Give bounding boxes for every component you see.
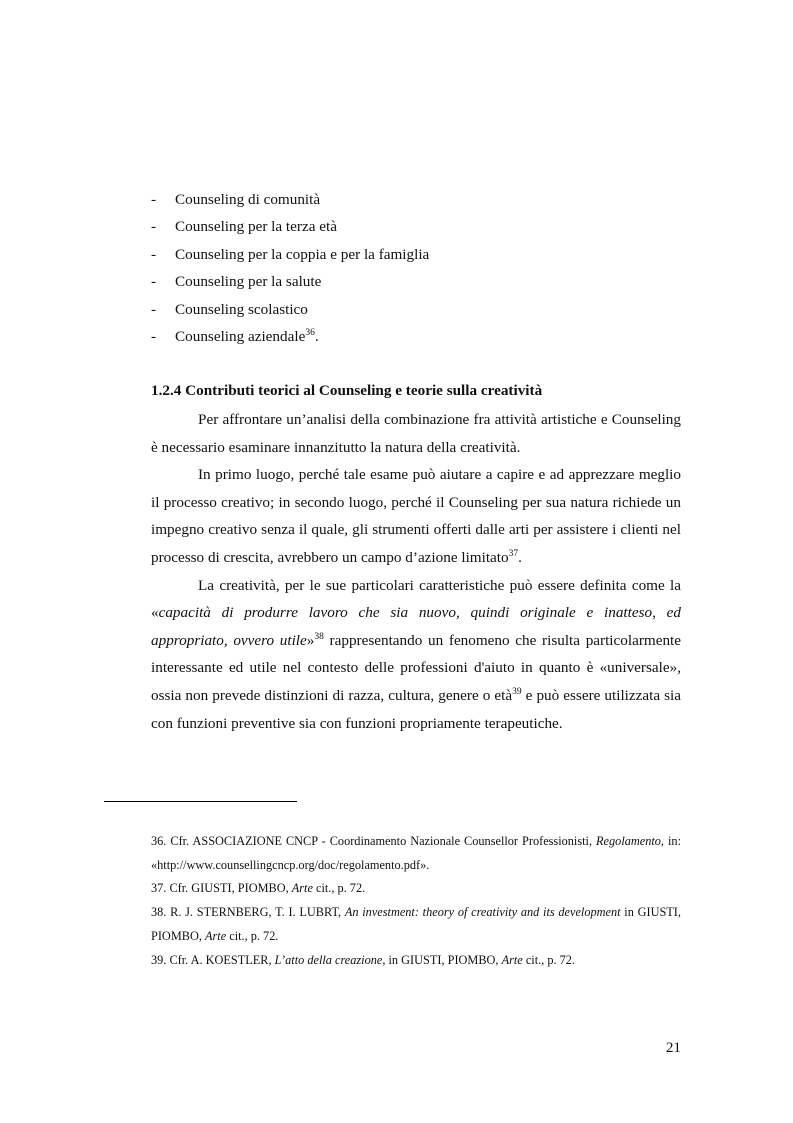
footnotes — [151, 830, 681, 972]
paragraph-2 — [151, 461, 681, 571]
paragraph-3 — [151, 572, 681, 738]
footnote-title: Arte — [291, 881, 313, 896]
creativity-definition-quote: capacità di produrre lavoro che sia nuovo, quindi originale e inatteso, ed appropriato, ovvero utile — [151, 604, 681, 649]
list-item-text: Counseling scolastico — [175, 300, 308, 318]
list-item-text: Counseling aziendale — [175, 327, 306, 345]
footnote-text: 39. Cfr. A. KOESTLER, — [151, 952, 275, 967]
page-number: 21 — [665, 1039, 681, 1056]
list-item-text: Counseling per la coppia e per la famiglia — [175, 245, 430, 263]
list-item — [151, 188, 691, 215]
list-item — [151, 270, 691, 297]
list-dash: - — [151, 191, 157, 208]
footnote-title: An investment: theory of creativity and its development — [344, 905, 621, 920]
footnote-text: cit., p. 72. — [522, 952, 576, 967]
list-dash: - — [151, 327, 157, 345]
list-item-punct: . — [314, 327, 319, 345]
footnote-text: cit., p. 72. — [226, 928, 279, 943]
list-item-text: Counseling per la terza età — [175, 218, 337, 236]
footnote-ref-36: 36 — [305, 327, 315, 338]
footnote-text: 38. R. J. STERNBERG, T. I. LUBRT, — [151, 905, 345, 920]
footnote-ref-38: 38 — [314, 631, 324, 642]
paragraph-3-part-a: La creatività, per le sue particolari caratteristiche può essere definita come la « — [151, 576, 681, 622]
list-item-text: Counseling per la salute — [175, 273, 322, 291]
body-text — [151, 406, 681, 737]
paragraph-3-part-b: » — [306, 631, 315, 649]
list-item — [151, 243, 691, 270]
paragraph-1: Per affrontare un’analisi della combinazione fra attività artistiche e Counseling è necessario esaminare innanzitutto la natura della creatività. — [151, 411, 681, 456]
footnote-ref-39: 39 — [512, 686, 522, 697]
list-dash: - — [151, 218, 157, 236]
list-item-text: Counseling di comunità — [175, 191, 321, 208]
list-item — [151, 298, 691, 325]
footnote-37 — [151, 877, 681, 901]
paragraph-3-part-d: e può essere utilizzata sia con funzioni preventive sia con funzioni propriamente terapeutiche. — [151, 686, 682, 732]
footnote-text: cit., p. 72. — [312, 881, 366, 896]
footnote-38 — [151, 901, 681, 948]
footnote-title: Arte — [204, 928, 227, 943]
footnote-separator — [104, 801, 297, 802]
footnote-title: Arte — [501, 952, 523, 967]
paragraph-2-text: In primo luogo, perché tale esame può aiutare a capire e ad apprezzare meglio il processo creativo; in secondo luogo, perché il Counseling per sua natura richiede un impegno creativo senza il quale, gli strumenti offerti dalle arti per assistere i clienti nel processo di crescita, avrebbero un campo d’azione limitato — [151, 466, 681, 566]
paragraph-3-part-c: rappresentando un fenomeno che risulta particolarmente interessante ed utile nel contesto delle professioni d'aiuto in quanto è «universale», ossia non prevede distinzioni di razza, cultura, genere o età — [151, 631, 681, 704]
list-item — [151, 325, 691, 352]
footnote-ref-37: 37 — [508, 548, 519, 559]
footnote-text: 36. Cfr. ASSOCIAZIONE CNCP - Coordinamento Nazionale Counsellor Professionisti, — [151, 834, 597, 848]
footnote-36 — [151, 830, 681, 877]
footnote-title: L’atto della creazione, — [274, 952, 386, 967]
list-dash: - — [151, 245, 157, 263]
list-dash: - — [151, 273, 157, 291]
footnote-39 — [151, 949, 681, 973]
list-item — [151, 215, 691, 242]
footnote-text: in: «http://www.counsellingcncp.org/doc/regolamento.pdf». — [151, 834, 681, 872]
footnote-text: in GIUSTI, PIOMBO, — [385, 952, 502, 967]
counseling-types-list — [151, 188, 691, 352]
list-dash: - — [151, 300, 157, 318]
footnote-title: Regolamento, — [596, 834, 665, 848]
footnote-text: 37. Cfr. GIUSTI, PIOMBO, — [151, 881, 292, 896]
paragraph-2-end: . — [518, 548, 522, 566]
footnote-text: in GIUSTI, PIOMBO, — [151, 905, 681, 943]
section-heading: 1.2.4 Contributi teorici al Counseling e teorie sulla creatività — [151, 382, 543, 399]
